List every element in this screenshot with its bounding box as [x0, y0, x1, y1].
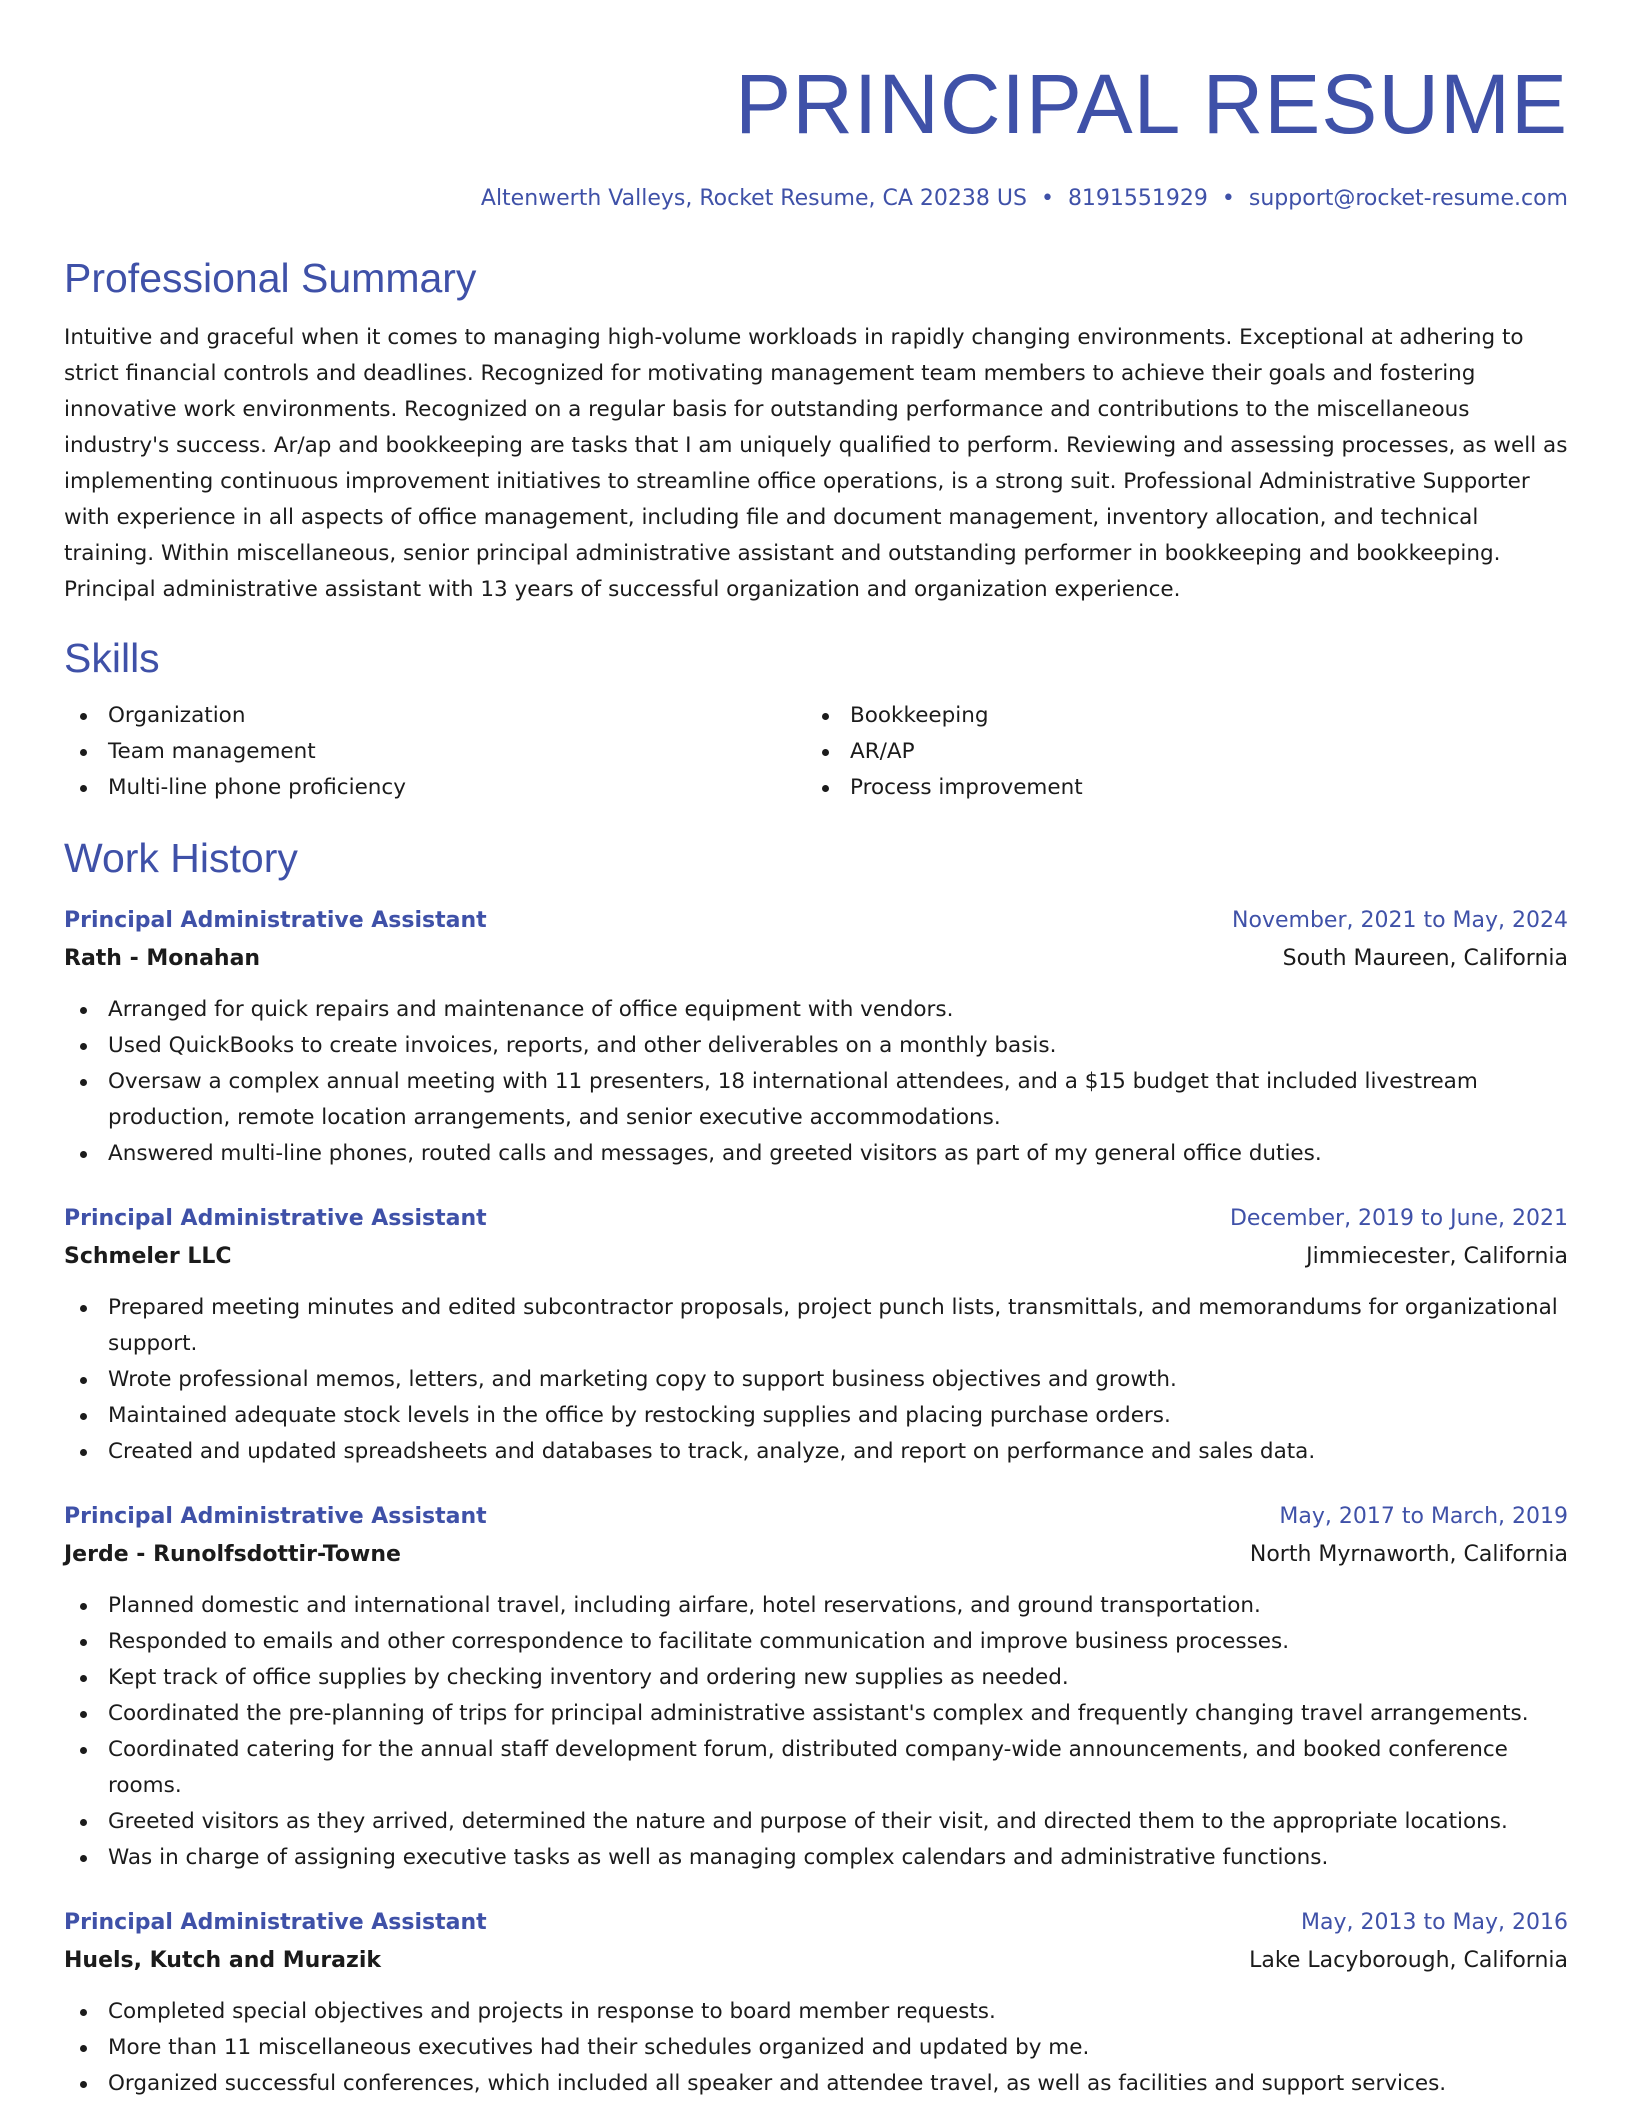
job-title: Principal Administrative Assistant: [64, 1504, 487, 1529]
job-company-row: [64, 1536, 1568, 1574]
summary-text: Intuitive and graceful when it comes to managing high-volume workloads in rapidly changing environments. Exceptional at adhering to strict financial controls and deadlines. Recognized for motivating management team members to achieve their goals and fostering innovative work environments. Recognized on a regular basis for outstanding performance and contributions to the miscellaneous industry's success. Ar/ap and bookkeeping are tasks that I am uniquely qualified to perform. Reviewing and assessing processes, as well as implementing continuous improvement initiatives to streamline office operations, is a strong suit. Professional Administrative Supporter with experience in all aspects of office management, including file and document management, inventory allocation, and technical training. Within miscellaneous, senior principal administrative assistant and outstanding performer in bookkeeping and bookkeeping. Principal administrative assistant with 13 years of successful organization and organization experience.: [64, 325, 1568, 602]
contact-email[interactable]: support@rocket-resume.com: [1248, 186, 1568, 211]
job-header-row: [64, 1498, 1568, 1536]
job-company: Rath - Monahan: [64, 946, 261, 971]
job-bullet: Prepared meeting minutes and edited subcontractor proposals, project punch lists, transmittals, and memorandums for organizational support.: [64, 1290, 1568, 1362]
skill-item: AR/AP: [806, 734, 1568, 770]
contact-separator: •: [1040, 186, 1054, 211]
resume-header: [64, 0, 1568, 214]
job-header-row: [64, 902, 1568, 940]
skills-list-left: [64, 698, 806, 806]
job-bullet: Coordinated catering for the annual staff development forum, distributed company-wide announcements, and booked conference rooms.: [64, 1732, 1568, 1804]
skills-list-right: [806, 698, 1568, 806]
skill-item: Process improvement: [806, 770, 1568, 806]
section-title-skills: Skills: [64, 635, 160, 681]
professional-summary-section: [64, 254, 1568, 608]
job-location: Lake Lacyborough, California: [1249, 1948, 1568, 1973]
job-bullet: Kept track of office supplies by checking inventory and ordering new supplies as needed.: [64, 1660, 1568, 1696]
job-title: Principal Administrative Assistant: [64, 1206, 487, 1231]
job-location: South Maureen, California: [1282, 946, 1568, 971]
job-bullet: Created and updated spreadsheets and databases to track, analyze, and report on performance and sales data.: [64, 1434, 1568, 1470]
contact-separator: •: [1221, 186, 1235, 211]
job-company-row: [64, 940, 1568, 978]
job-bullet: Used QuickBooks to create invoices, reports, and other deliverables on a monthly basis.: [64, 1028, 1568, 1064]
job-company-row: [64, 1942, 1568, 1980]
job-company: Jerde - Runolfsdottir-Towne: [64, 1542, 401, 1567]
job-dates: December, 2019 to June, 2021: [1229, 1206, 1568, 1231]
job-bullet: Completed special objectives and projects in response to board member requests.: [64, 1994, 1568, 2030]
job-bullet: Organized successful conferences, which included all speaker and attendee travel, as well as facilities and support services.: [64, 2066, 1568, 2102]
job-bullet: Was in charge of assigning executive tasks as well as managing complex calendars and administrative functions.: [64, 1840, 1568, 1876]
skill-item: Multi-line phone proficiency: [64, 770, 806, 806]
skills-section: [64, 634, 1568, 806]
job-bullets: [64, 1290, 1568, 1470]
contact-line: [64, 184, 1568, 214]
job-header-row: [64, 1904, 1568, 1942]
job-dates: November, 2021 to May, 2024: [1232, 908, 1568, 933]
skill-item: Team management: [64, 734, 806, 770]
job-company: Schmeler LLC: [64, 1244, 232, 1269]
job-company-row: [64, 1238, 1568, 1276]
job-bullet: Coordinated the pre-planning of trips for principal administrative assistant's complex and frequently changing travel arrangements.: [64, 1696, 1568, 1732]
section-title-summary: Professional Summary: [64, 255, 477, 301]
job-bullets: [64, 1588, 1568, 1876]
job-entry: [64, 1498, 1568, 1876]
job-bullet: Greeted visitors as they arrived, determined the nature and purpose of their visit, and directed them to the appropriate locations.: [64, 1804, 1568, 1840]
job-entry: [64, 1904, 1568, 2102]
job-location: Jimmiecester, California: [1306, 1244, 1568, 1269]
work-history-section: [64, 834, 1568, 2102]
contact-phone: 8191551929: [1067, 186, 1208, 211]
job-title: Principal Administrative Assistant: [64, 1910, 487, 1935]
job-bullet: Maintained adequate stock levels in the office by restocking supplies and placing purchase orders.: [64, 1398, 1568, 1434]
skill-item: Organization: [64, 698, 806, 734]
job-bullet: More than 11 miscellaneous executives had their schedules organized and updated by me.: [64, 2030, 1568, 2066]
job-bullet: Arranged for quick repairs and maintenance of office equipment with vendors.: [64, 992, 1568, 1028]
job-bullet: Responded to emails and other correspondence to facilitate communication and improve business processes.: [64, 1624, 1568, 1660]
job-header-row: [64, 1200, 1568, 1238]
job-entry: [64, 902, 1568, 1172]
job-bullets: [64, 992, 1568, 1172]
job-company: Huels, Kutch and Murazik: [64, 1948, 381, 1973]
section-title-work-history: Work History: [64, 835, 298, 881]
skills-columns: [64, 698, 1568, 806]
job-entry: [64, 1200, 1568, 1470]
skill-item: Bookkeeping: [806, 698, 1568, 734]
resume-name: PRINCIPAL RESUME: [735, 57, 1568, 151]
job-bullet: Answered multi-line phones, routed calls and messages, and greeted visitors as part of my general office duties.: [64, 1136, 1568, 1172]
job-bullets: [64, 1994, 1568, 2102]
job-bullet: Oversaw a complex annual meeting with 11 presenters, 18 international attendees, and a $15 budget that included livestream production, remote location arrangements, and senior executive accommodations.: [64, 1064, 1568, 1136]
job-dates: May, 2013 to May, 2016: [1301, 1910, 1568, 1935]
contact-address: Altenwerth Valleys, Rocket Resume, CA 20238 US: [480, 186, 1027, 211]
job-title: Principal Administrative Assistant: [64, 908, 487, 933]
job-location: North Myrnaworth, California: [1249, 1542, 1568, 1567]
job-dates: May, 2017 to March, 2019: [1279, 1504, 1568, 1529]
job-bullet: Wrote professional memos, letters, and marketing copy to support business objectives and growth.: [64, 1362, 1568, 1398]
job-bullet: Planned domestic and international travel, including airfare, hotel reservations, and ground transportation.: [64, 1588, 1568, 1624]
